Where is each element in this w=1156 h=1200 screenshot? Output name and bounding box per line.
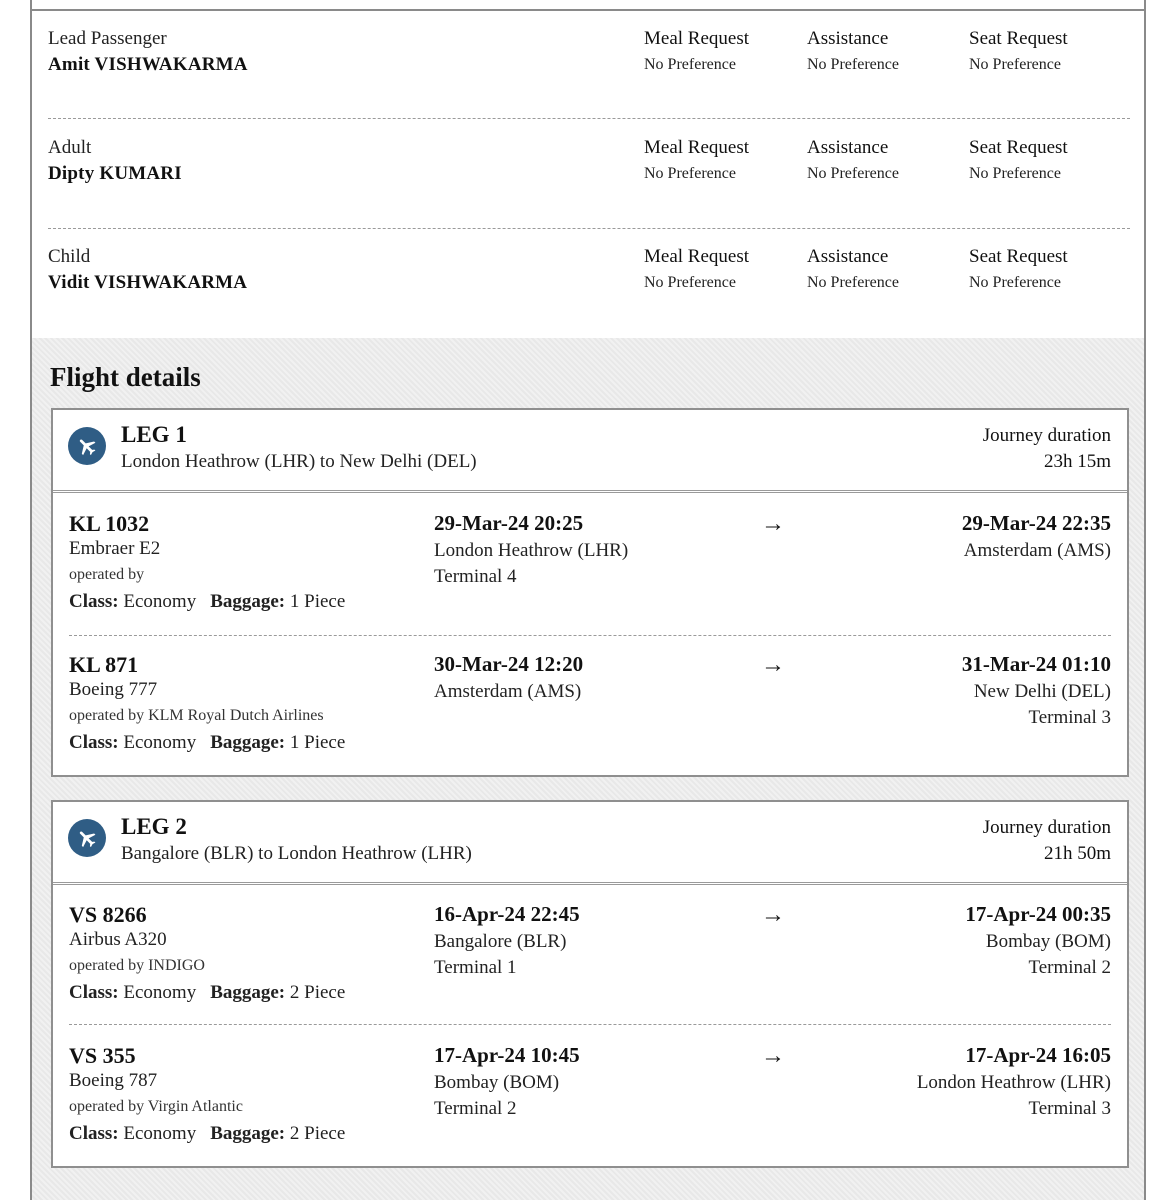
aircraft: Airbus A320	[69, 929, 167, 950]
leg-route: London Heathrow (LHR) to New Delhi (DEL)	[121, 451, 477, 472]
seat-request-value: No Preference	[969, 274, 1061, 291]
departure-airport: Bangalore (BLR)	[434, 931, 567, 952]
departure-terminal: Terminal 4	[434, 566, 517, 587]
aircraft: Boeing 787	[69, 1070, 158, 1091]
passenger-row-adult	[32, 137, 1144, 197]
baggage-label: Baggage:	[210, 1123, 286, 1144]
flight-segment	[53, 511, 1127, 651]
assistance-value: No Preference	[807, 56, 899, 73]
aircraft: Boeing 777	[69, 679, 158, 700]
meal-request	[644, 137, 749, 183]
class-value: Economy	[123, 1123, 197, 1144]
passenger-name: Amit VISHWAKARMA	[48, 54, 248, 75]
departure-airport: Amsterdam (AMS)	[434, 681, 582, 702]
arrival	[962, 652, 1111, 729]
operated-by: operated by INDIGO	[69, 957, 205, 974]
seat-request-label: Seat Request	[969, 28, 1068, 49]
passenger-type: Adult	[48, 137, 92, 158]
operated-by: operated by	[69, 566, 145, 583]
meal-request-value: No Preference	[644, 165, 736, 182]
flight-number: VS 8266	[69, 902, 147, 927]
meal-request	[644, 246, 749, 292]
baggage-label: Baggage:	[210, 732, 286, 753]
journey-duration: 23h 15m	[1043, 451, 1111, 472]
class-value: Economy	[123, 591, 197, 612]
assistance-label: Assistance	[807, 246, 889, 267]
departure	[434, 652, 583, 707]
leg-header	[53, 802, 1127, 885]
class-label: Class:	[69, 591, 119, 612]
baggage-value: 1 Piece	[289, 732, 346, 753]
journey-duration: 21h 50m	[1043, 843, 1111, 864]
flight-number: VS 355	[69, 1043, 136, 1068]
assistance-label: Assistance	[807, 28, 889, 49]
arrow-right-icon: →	[761, 511, 785, 537]
departure-datetime: 17-Apr-24 10:45	[434, 1043, 580, 1067]
seat-request-label: Seat Request	[969, 137, 1068, 158]
arrival-datetime: 31-Mar-24 01:10	[961, 652, 1111, 676]
class-value: Economy	[123, 982, 197, 1003]
class-value: Economy	[123, 732, 197, 753]
seat-request	[969, 137, 1068, 183]
arrival-airport: Bombay (BOM)	[985, 931, 1111, 952]
meal-request-label: Meal Request	[644, 137, 750, 158]
class-baggage	[69, 1123, 345, 1145]
flight-segment	[53, 902, 1127, 1042]
flight-segment	[53, 652, 1127, 792]
arrival	[965, 902, 1111, 979]
arrival-terminal: Terminal 2	[1028, 957, 1111, 978]
divider	[48, 228, 1130, 229]
arrival	[917, 1043, 1111, 1120]
arrival-terminal: Terminal 3	[1028, 707, 1111, 728]
baggage-value: 2 Piece	[289, 1123, 346, 1144]
assistance	[807, 137, 899, 183]
flight-details-section	[30, 338, 1146, 1200]
arrival-datetime: 17-Apr-24 00:35	[965, 902, 1111, 926]
baggage-value: 2 Piece	[289, 982, 346, 1003]
class-baggage	[69, 732, 345, 754]
arrival-datetime: 17-Apr-24 16:05	[965, 1043, 1111, 1067]
departure-terminal: Terminal 1	[434, 957, 517, 978]
meal-request-value: No Preference	[644, 274, 736, 291]
passenger-row-lead	[32, 28, 1144, 88]
leg-card-2	[51, 800, 1129, 1168]
passenger-row-child	[32, 246, 1144, 306]
meal-request	[644, 28, 749, 74]
assistance-label: Assistance	[807, 137, 889, 158]
seat-request-value: No Preference	[969, 56, 1061, 73]
arrow-right-icon: →	[761, 652, 785, 678]
leg-title: LEG 2	[121, 814, 187, 839]
arrival	[962, 511, 1111, 566]
flight-segment	[53, 1043, 1127, 1183]
passenger-section	[30, 0, 1146, 338]
baggage-label: Baggage:	[210, 591, 286, 612]
baggage-value: 1 Piece	[289, 591, 346, 612]
assistance-value: No Preference	[807, 165, 899, 182]
arrival-airport: Amsterdam (AMS)	[963, 540, 1111, 561]
baggage-label: Baggage:	[210, 982, 286, 1003]
leg-title: LEG 1	[121, 422, 187, 447]
class-baggage	[69, 591, 345, 613]
plane-icon	[68, 427, 106, 465]
section-title: Flight details	[50, 362, 201, 392]
assistance-value: No Preference	[807, 274, 899, 291]
journey-duration-label: Journey duration	[982, 817, 1111, 838]
arrival-terminal: Terminal 3	[1028, 1098, 1111, 1119]
departure-airport: London Heathrow (LHR)	[434, 540, 629, 561]
meal-request-label: Meal Request	[644, 28, 750, 49]
divider	[69, 635, 1111, 636]
class-label: Class:	[69, 732, 119, 753]
arrow-right-icon: →	[761, 1043, 785, 1069]
departure	[434, 902, 580, 979]
assistance	[807, 246, 899, 292]
seat-request	[969, 246, 1068, 292]
arrow-right-icon: →	[761, 902, 785, 928]
class-baggage	[69, 982, 345, 1004]
arrival-airport: New Delhi (DEL)	[973, 681, 1111, 702]
plane-icon	[68, 819, 106, 857]
operated-by: operated by Virgin Atlantic	[69, 1098, 243, 1115]
assistance	[807, 28, 899, 74]
leg-header	[53, 410, 1127, 493]
leg-card-1	[51, 408, 1129, 777]
class-label: Class:	[69, 982, 119, 1003]
arrival-airport: London Heathrow (LHR)	[916, 1072, 1111, 1093]
meal-request-value: No Preference	[644, 56, 736, 73]
operated-by: operated by KLM Royal Dutch Airlines	[69, 707, 324, 724]
passenger-name: Vidit VISHWAKARMA	[48, 272, 248, 293]
section-top-border	[32, 9, 1144, 11]
seat-request-value: No Preference	[969, 165, 1061, 182]
seat-request	[969, 28, 1068, 74]
departure-datetime: 30-Mar-24 12:20	[434, 652, 584, 676]
passenger-name: Dipty KUMARI	[48, 163, 182, 184]
departure-airport: Bombay (BOM)	[434, 1072, 560, 1093]
departure	[434, 511, 628, 588]
seat-request-label: Seat Request	[969, 246, 1068, 267]
departure-terminal: Terminal 2	[434, 1098, 517, 1119]
leg-route: Bangalore (BLR) to London Heathrow (LHR)	[121, 843, 472, 864]
flight-number: KL 1032	[69, 511, 150, 536]
arrival-datetime: 29-Mar-24 22:35	[961, 511, 1111, 535]
divider	[69, 1024, 1111, 1025]
departure	[434, 1043, 580, 1120]
passenger-type: Child	[48, 246, 91, 267]
departure-datetime: 29-Mar-24 20:25	[434, 511, 584, 535]
journey-duration-label: Journey duration	[982, 425, 1111, 446]
aircraft: Embraer E2	[69, 538, 161, 559]
meal-request-label: Meal Request	[644, 246, 750, 267]
passenger-type: Lead Passenger	[48, 28, 167, 49]
departure-datetime: 16-Apr-24 22:45	[434, 902, 580, 926]
class-label: Class:	[69, 1123, 119, 1144]
flight-number: KL 871	[69, 652, 139, 677]
divider	[48, 118, 1130, 119]
